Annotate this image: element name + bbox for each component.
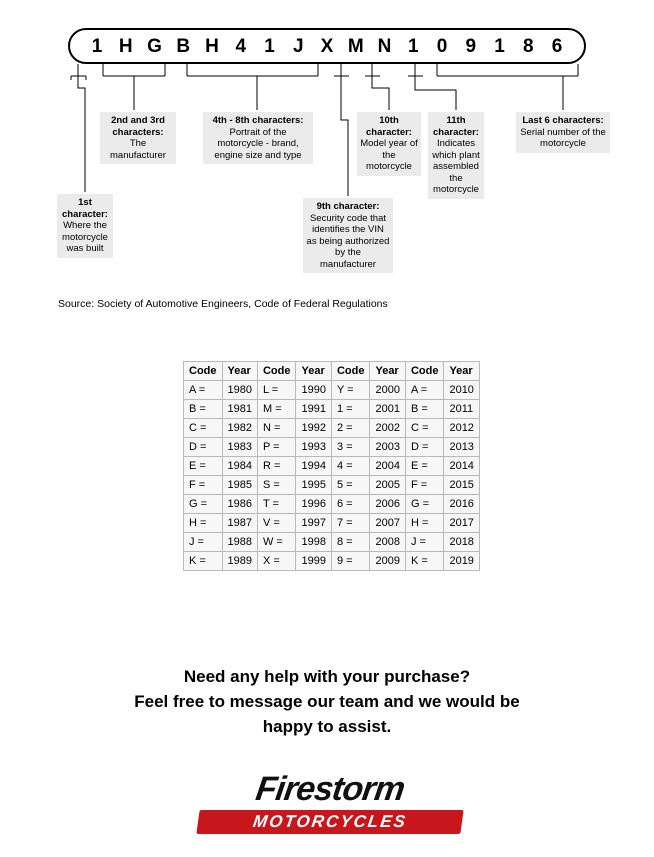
callout-body: Model year of the motorcycle <box>360 138 418 172</box>
vin-char: 8 <box>522 35 534 57</box>
table-row <box>184 533 480 552</box>
cell-code: N = <box>257 419 296 438</box>
help-line-3: happy to assist. <box>262 717 392 736</box>
cell-year: 2014 <box>444 457 479 476</box>
callout-last-six-characters <box>516 112 610 153</box>
vin-char: 6 <box>551 35 563 57</box>
cell-code: J = <box>184 533 223 552</box>
vin-char: G <box>147 35 162 57</box>
table-row <box>184 438 480 457</box>
cell-year: 2019 <box>444 552 479 571</box>
cell-code: F = <box>184 476 223 495</box>
cell-year: 2017 <box>444 514 479 533</box>
callout-heading: Last 6 characters: <box>522 115 604 126</box>
cell-code: H = <box>405 514 444 533</box>
cell-year: 2006 <box>370 495 405 514</box>
cell-code: 1 = <box>331 400 370 419</box>
cell-code: W = <box>257 533 296 552</box>
cell-year: 1980 <box>222 381 257 400</box>
cell-year: 1994 <box>296 457 331 476</box>
cell-code: R = <box>257 457 296 476</box>
callout-heading: 4th - 8th characters: <box>212 115 304 126</box>
cell-year: 1989 <box>222 552 257 571</box>
cell-code: F = <box>405 476 444 495</box>
column-header: Year <box>222 362 257 381</box>
vin-char: H <box>118 35 133 57</box>
callout-second-third-characters <box>100 112 176 164</box>
cell-code: 9 = <box>331 552 370 571</box>
vin-char: J <box>292 35 304 57</box>
cell-code: S = <box>257 476 296 495</box>
cell-year: 1987 <box>222 514 257 533</box>
vin-char: 1 <box>91 35 103 57</box>
table-row <box>184 476 480 495</box>
logo-subtitle-text: MOTORCYCLES <box>251 812 409 831</box>
callout-body: Portrait of the motorcycle - brand, engine size and type <box>214 126 302 161</box>
callout-eleventh-character <box>428 112 484 199</box>
cell-year: 2015 <box>444 476 479 495</box>
cell-code: B = <box>184 400 223 419</box>
callout-fourth-eighth-characters <box>203 112 313 164</box>
callout-first-character <box>57 194 113 258</box>
cell-code: 5 = <box>331 476 370 495</box>
cell-year: 2009 <box>370 552 405 571</box>
cell-code: 6 = <box>331 495 370 514</box>
cell-year: 2003 <box>370 438 405 457</box>
column-header: Year <box>444 362 479 381</box>
vin-char: B <box>176 35 191 57</box>
cell-year: 2004 <box>370 457 405 476</box>
cell-year: 2007 <box>370 514 405 533</box>
logo-wordmark: Firestorm <box>253 770 407 808</box>
vin-char: 9 <box>465 35 477 57</box>
callout-body: Indicates which plant assembled the motorcycle <box>432 138 480 195</box>
column-header: Code <box>331 362 370 381</box>
vin-char: H <box>205 35 219 57</box>
vin-char: 4 <box>235 35 247 57</box>
vin-char: M <box>347 35 364 57</box>
cell-year: 1984 <box>222 457 257 476</box>
callout-heading: 1st character: <box>62 197 108 220</box>
callout-ninth-character <box>303 198 393 273</box>
cell-year: 2011 <box>444 400 479 419</box>
cell-code: T = <box>257 495 296 514</box>
table-row <box>184 457 480 476</box>
cell-year: 1995 <box>296 476 331 495</box>
callout-body: The manufacturer <box>110 138 166 161</box>
table-row <box>184 552 480 571</box>
source-attribution: Source: Society of Automotive Engineers, Code of Federal Regulations <box>58 298 388 310</box>
table-row <box>184 514 480 533</box>
cell-year: 1982 <box>222 419 257 438</box>
cell-code: J = <box>405 533 444 552</box>
cell-code: Y = <box>331 381 370 400</box>
column-header: Code <box>405 362 444 381</box>
cell-year: 1988 <box>222 533 257 552</box>
table-row <box>184 419 480 438</box>
cell-year: 1985 <box>222 476 257 495</box>
cell-code: C = <box>405 419 444 438</box>
cell-code: 8 = <box>331 533 370 552</box>
cell-code: P = <box>257 438 296 457</box>
cell-year: 1991 <box>296 400 331 419</box>
vin-char: 1 <box>264 35 275 57</box>
table-row <box>184 495 480 514</box>
callout-body: Where the motorcycle was built <box>62 220 108 254</box>
cell-year: 2001 <box>370 400 405 419</box>
vin-char: 0 <box>436 35 448 57</box>
cell-code: 3 = <box>331 438 370 457</box>
help-line-2: Feel free to message our team and we would be <box>134 692 520 711</box>
callout-heading: 9th character: <box>316 201 380 212</box>
cell-code: 4 = <box>331 457 370 476</box>
cell-code: G = <box>405 495 444 514</box>
cell-code: E = <box>184 457 223 476</box>
cell-year: 2005 <box>370 476 405 495</box>
table-row <box>184 400 480 419</box>
callout-heading: 11th character: <box>433 115 479 138</box>
cell-year: 1986 <box>222 495 257 514</box>
cell-code: E = <box>405 457 444 476</box>
cell-code: G = <box>184 495 223 514</box>
cell-code: L = <box>257 381 296 400</box>
callout-tenth-character <box>357 112 421 176</box>
callout-heading: 10th character: <box>366 115 412 138</box>
cell-year: 2002 <box>370 419 405 438</box>
cell-year: 2012 <box>444 419 479 438</box>
help-message <box>0 664 654 739</box>
cell-code: D = <box>184 438 223 457</box>
cell-year: 1999 <box>296 552 331 571</box>
help-line-1: Need any help with your purchase? <box>183 667 471 686</box>
table-header-row <box>184 362 480 381</box>
vin-char: X <box>320 35 334 57</box>
cell-year: 2010 <box>444 381 479 400</box>
cell-code: K = <box>184 552 223 571</box>
cell-code: 7 = <box>331 514 370 533</box>
cell-code: A = <box>405 381 444 400</box>
callout-body: Security code that identifies the VIN as being authorized by the manufacturer <box>306 212 390 270</box>
column-header: Year <box>296 362 331 381</box>
cell-year: 2016 <box>444 495 479 514</box>
cell-code: 2 = <box>331 419 370 438</box>
cell-year: 1993 <box>296 438 331 457</box>
cell-code: B = <box>405 400 444 419</box>
firestorm-motorcycles-logo <box>170 770 490 842</box>
cell-year: 1981 <box>222 400 257 419</box>
callout-heading: 2nd and 3rd characters: <box>111 115 165 138</box>
vin-char: 1 <box>494 35 505 57</box>
cell-year: 1998 <box>296 533 331 552</box>
model-year-code-table <box>183 361 480 571</box>
cell-year: 2018 <box>444 533 479 552</box>
logo-subtitle-banner <box>196 810 463 834</box>
table-row <box>184 381 480 400</box>
column-header: Code <box>184 362 223 381</box>
vin-char: 1 <box>407 35 419 57</box>
cell-year: 1992 <box>296 419 331 438</box>
cell-year: 1983 <box>222 438 257 457</box>
cell-year: 1997 <box>296 514 331 533</box>
cell-year: 1990 <box>296 381 331 400</box>
cell-year: 2000 <box>370 381 405 400</box>
cell-year: 2013 <box>444 438 479 457</box>
cell-code: V = <box>257 514 296 533</box>
cell-code: D = <box>405 438 444 457</box>
column-header: Code <box>257 362 296 381</box>
cell-code: H = <box>184 514 223 533</box>
vin-char: N <box>377 35 392 57</box>
callout-body: Serial number of the motorcycle <box>520 126 606 149</box>
cell-year: 1996 <box>296 495 331 514</box>
cell-code: K = <box>405 552 444 571</box>
cell-code: C = <box>184 419 223 438</box>
column-header: Year <box>370 362 405 381</box>
cell-year: 2008 <box>370 533 405 552</box>
cell-code: M = <box>257 400 296 419</box>
cell-code: A = <box>184 381 223 400</box>
cell-code: X = <box>257 552 296 571</box>
